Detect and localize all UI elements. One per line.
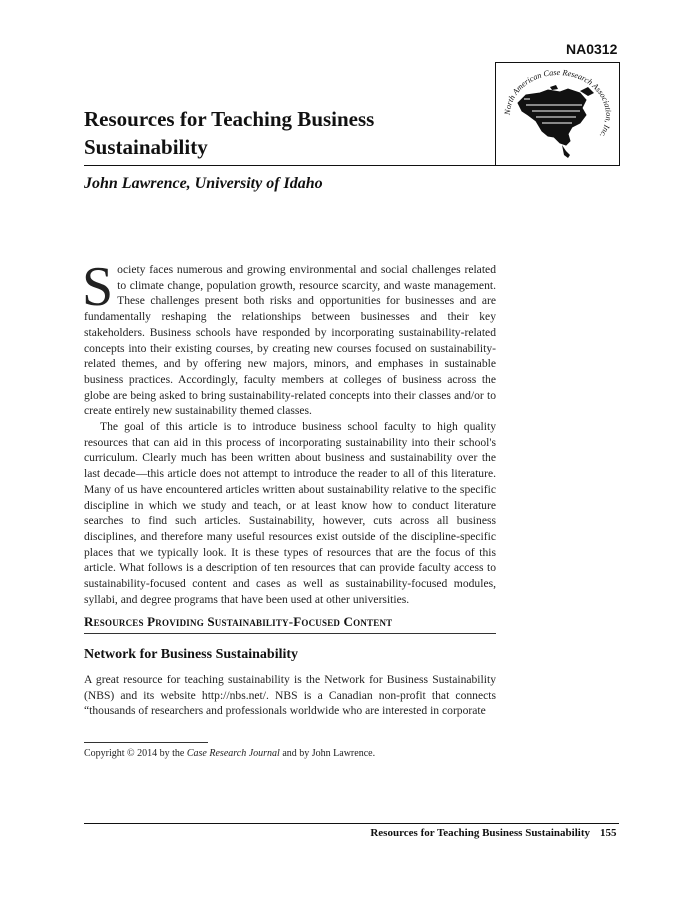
publisher-logo (495, 62, 620, 166)
footnote-rule (84, 742, 208, 743)
paragraph-3: A great resource for teaching sustainability is the Network for Business Sustainability (NBS) and its website http://nbs.net/. NBS is a Canadian non-profit that connects “thousands of researchers and professionals worldwide who are interested in corporate (84, 673, 496, 718)
nacra-logo-icon (496, 63, 621, 167)
title-rule (84, 165, 620, 166)
subheading: Network for Business Sustainability (84, 647, 299, 662)
drop-cap: S (82, 256, 114, 318)
footer-rule (84, 823, 619, 824)
footnote-prefix: Copyright © 2014 by the (84, 748, 187, 759)
copyright-footnote (84, 748, 375, 759)
paragraph-1-text: ociety faces numerous and growing environmental and social challenges related to climate change, population growth, resource scarcity, and waste management. These challenges present both risks and opportunities for businesses and are fundamentally reshaping the relationships between businesses and their key stakeholders. Business schools have responded by incorporating sustainability-related concepts into their existing courses, by creating new courses focused on sustainability-related themes, and by offering new majors, minors, and emphases in sustainable business practices. Accordingly, faculty members at colleges of business across the globe are being asked to bring sustainability-related concepts into their classes and/or to create entirely new sustainability themed classes. (84, 263, 496, 418)
footnote-journal: Case Research Journal (186, 748, 280, 759)
footnote-suffix: and by John Lawrence. (279, 748, 376, 759)
body-text (82, 256, 496, 607)
section-rule (84, 633, 496, 634)
paragraph-1 (82, 256, 496, 419)
section-heading: Resources Providing Sustainability-Focused Content (84, 614, 393, 629)
author-line: John Lawrence, University of Idaho (84, 175, 323, 192)
svg-text:North American Case Research A: North American Case Research Association, Inc. (502, 67, 614, 140)
article-title-line1: Resources for Teaching Business (84, 107, 375, 131)
paragraph-2: The goal of this article is to introduce business school faculty to high quality resources that can aid in this process of incorporating sustainability into their school's curriculum. Clearly much has been written about business and sustainability over the last decade—this article does not attempt to introduce the reader to all of this literature. Many of us have encountered articles written about sustainability relative to the specific discipline in which we study and teach, or at least know how to conduct literature searches to find such articles. Sustainability, however, cuts across all business disciplines, and therefore many useful resources exist outside of the discipline-specific places that we typically look. It is these types of resources that are the focus of this article. What follows is a description of ten resources that can provide faculty access to sustainability-focused content and cases as well as sustainability-focused modules, syllabi, and degree programs that have been used at other universities. (84, 420, 496, 606)
article-title (84, 105, 464, 161)
page-number: 155 (600, 827, 617, 839)
article-title-line2: Sustainability (84, 135, 208, 159)
case-id: NA0312 (566, 41, 618, 57)
running-title: Resources for Teaching Business Sustainability (370, 827, 590, 839)
